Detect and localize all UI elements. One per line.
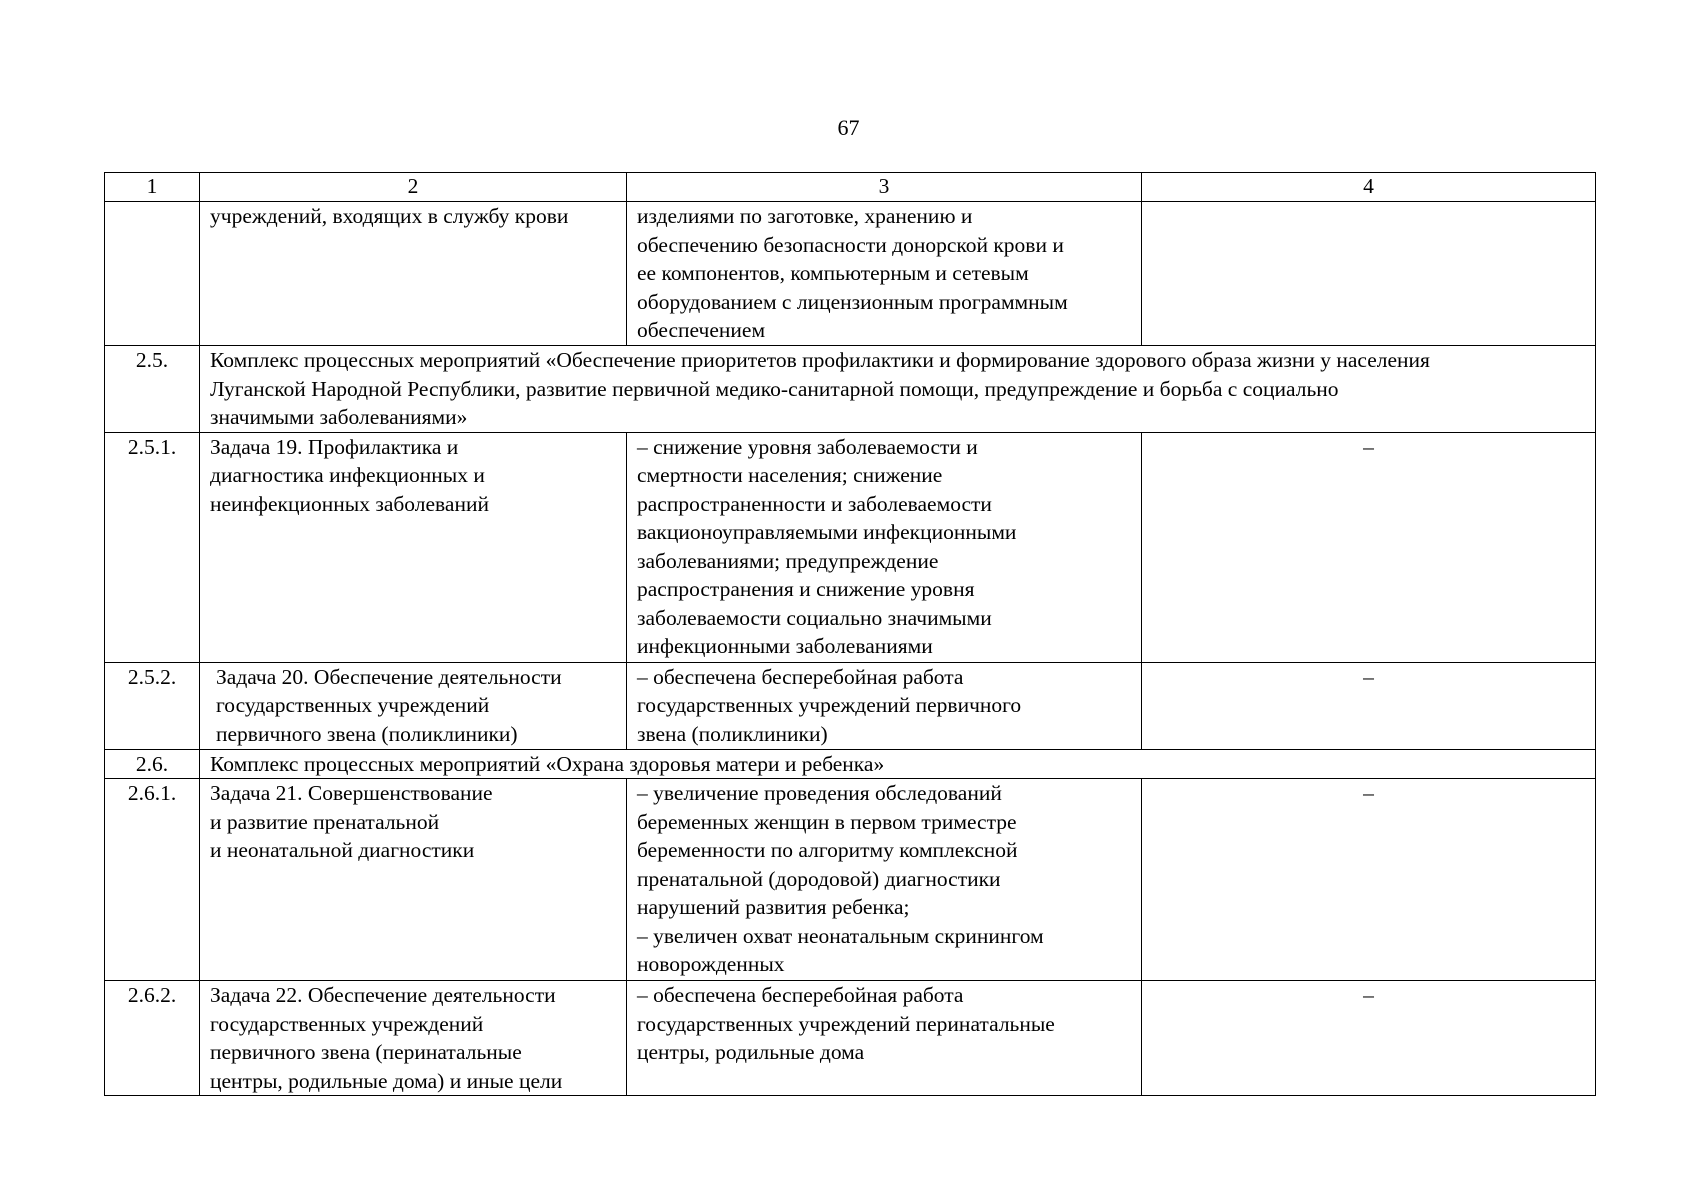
page-number: 67 — [837, 115, 860, 140]
row-number: 2.6.2. — [105, 981, 200, 1096]
table-header-row — [105, 173, 1596, 202]
result-cell: – увеличение проведения обследований беременных женщин в первом триместре беременности по алгоритму комплексной пренатальной (дородовой) диагностики нарушений развития ребенка; – увеличен охват неонатальным скринингом новорожденных — [627, 779, 1142, 981]
link-cell — [1142, 202, 1596, 346]
document-table — [104, 172, 1596, 1096]
task-cell: Задача 20. Обеспечение деятельности государственных учреждений первичного звена (поликлиники) — [200, 662, 627, 749]
table-row — [105, 779, 1596, 981]
result-cell: – обеспечена бесперебойная работа государственных учреждений перинатальные центры, родильные дома — [627, 981, 1142, 1096]
task-cell: Задача 19. Профилактика и диагностика инфекционных и неинфекционных заболеваний — [200, 432, 627, 662]
task-cell: учреждений, входящих в службу крови — [200, 202, 627, 346]
section-number: 2.5. — [105, 346, 200, 433]
row-number: 2.6.1. — [105, 779, 200, 981]
result-cell: – снижение уровня заболеваемости и смертности населения; снижение распространенности и заболеваемости вакционоуправляемыми инфекционными заболеваниями; предупреждение распространения и снижение уровня заболеваемости социально значимыми инфекционными заболеваниями — [627, 432, 1142, 662]
row-number: 2.5.1. — [105, 432, 200, 662]
header-cell-2: 2 — [200, 173, 627, 202]
row-number — [105, 202, 200, 346]
task-cell: Задача 22. Обеспечение деятельности государственных учреждений первичного звена (перинатальные центры, родильные дома) и иные цели — [200, 981, 627, 1096]
header-cell-1: 1 — [105, 173, 200, 202]
result-cell: – обеспечена бесперебойная работа государственных учреждений первичного звена (поликлиники) — [627, 662, 1142, 749]
task-cell: Задача 21. Совершенствование и развитие пренатальной и неонатальной диагностики — [200, 779, 627, 981]
table-row — [105, 202, 1596, 346]
table-row — [105, 981, 1596, 1096]
section-title: Комплекс процессных мероприятий «Охрана здоровья матери и ребенка» — [200, 749, 1596, 779]
section-row — [105, 749, 1596, 779]
section-row — [105, 346, 1596, 433]
header-cell-3: 3 — [627, 173, 1142, 202]
link-cell: – — [1142, 432, 1596, 662]
table-row — [105, 662, 1596, 749]
row-number: 2.5.2. — [105, 662, 200, 749]
section-title: Комплекс процессных мероприятий «Обеспечение приоритетов профилактики и формирование здорового образа жизни у населения Луганской Народной Республики, развитие первичной медико-санитарной помощи, предупреждение и борьба с социально значимыми заболеваниями» — [200, 346, 1596, 433]
link-cell: – — [1142, 662, 1596, 749]
link-cell: – — [1142, 779, 1596, 981]
section-number: 2.6. — [105, 749, 200, 779]
link-cell: – — [1142, 981, 1596, 1096]
table-row — [105, 432, 1596, 662]
header-cell-4: 4 — [1142, 173, 1596, 202]
result-cell: изделиями по заготовке, хранению и обеспечению безопасности донорской крови и ее компонентов, компьютерным и сетевым оборудованием с лицензионным программным обеспечением — [627, 202, 1142, 346]
